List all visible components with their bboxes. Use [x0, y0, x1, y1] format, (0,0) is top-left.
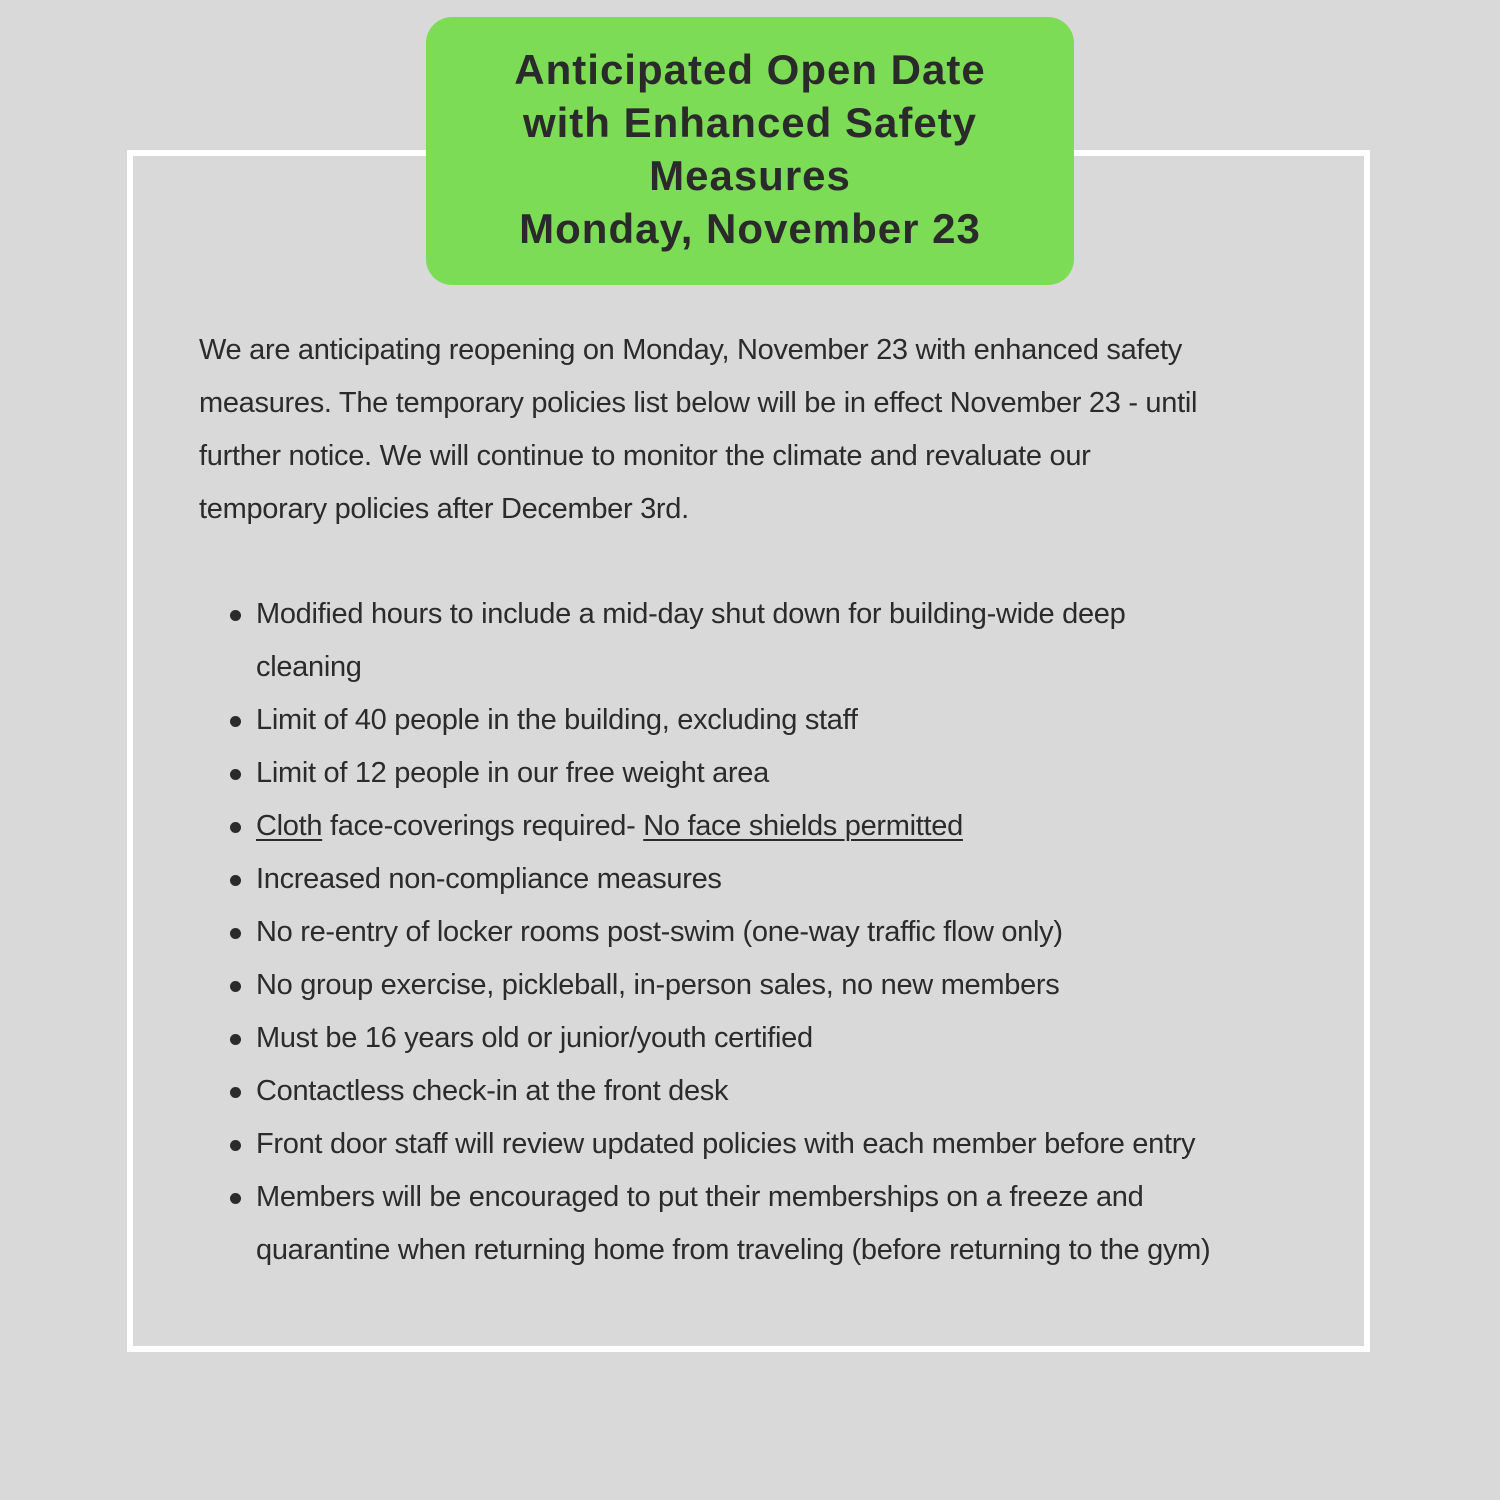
- bullet-icon: [230, 610, 241, 621]
- policy-item: [226, 959, 1346, 1012]
- bullet-icon: [230, 822, 241, 833]
- bullet-icon: [230, 1087, 241, 1098]
- intro-line: We are anticipating reopening on Monday, November 23 with enhanced safety: [199, 334, 1182, 366]
- policy-text: Limit of 12 people in our free weight area: [256, 757, 769, 789]
- policy-text: Front door staff will review updated policies with each member before entry: [256, 1128, 1196, 1160]
- bullet-icon: [230, 1140, 241, 1151]
- bullet-icon: [230, 769, 241, 780]
- policy-item: [226, 906, 1346, 959]
- policy-text: No group exercise, pickleball, in-person sales, no new members: [256, 969, 1060, 1001]
- policy-text: quarantine when returning home from traveling (before returning to the gym): [256, 1234, 1211, 1266]
- bullet-icon: [230, 928, 241, 939]
- policy-text: Contactless check-in at the front desk: [256, 1075, 729, 1107]
- policy-list: [226, 588, 1346, 1277]
- open-date-banner: [426, 17, 1074, 285]
- policy-item: [226, 747, 1346, 800]
- banner-date: Monday, November 23: [519, 205, 981, 252]
- policy-emphasis-cloth: Cloth: [256, 810, 323, 842]
- bullet-icon: [230, 1193, 241, 1204]
- policy-item: [226, 588, 1346, 694]
- policy-emphasis-no-face-shields: No face shields permitted: [643, 810, 963, 842]
- policy-item: [226, 1012, 1346, 1065]
- intro-line: measures. The temporary policies list below will be in effect November 23 - until: [199, 387, 1198, 419]
- bullet-icon: [230, 981, 241, 992]
- banner-line-3: Measures: [649, 152, 851, 199]
- policy-item: [226, 853, 1346, 906]
- policy-item: [226, 1065, 1346, 1118]
- policy-text: Limit of 40 people in the building, excluding staff: [256, 704, 858, 736]
- policy-item: [226, 800, 1346, 853]
- bullet-icon: [230, 875, 241, 886]
- intro-line: further notice. We will continue to monitor the climate and revaluate our: [199, 440, 1091, 472]
- policy-text: No re-entry of locker rooms post-swim (one-way traffic flow only): [256, 916, 1063, 948]
- policy-item: [226, 694, 1346, 747]
- banner-line-1: Anticipated Open Date: [514, 46, 986, 93]
- intro-paragraph: [199, 324, 1309, 536]
- policy-text: Modified hours to include a mid-day shut down for building-wide deep: [256, 598, 1126, 630]
- bullet-icon: [230, 1034, 241, 1045]
- policy-text: Must be 16 years old or junior/youth certified: [256, 1022, 813, 1054]
- policy-text: cleaning: [256, 651, 362, 683]
- bullet-icon: [230, 716, 241, 727]
- banner-line-2: with Enhanced Safety: [522, 99, 978, 146]
- policy-text: Increased non-compliance measures: [256, 863, 722, 895]
- policy-item: [226, 1118, 1346, 1171]
- policy-text: Members will be encouraged to put their memberships on a freeze and: [256, 1181, 1144, 1213]
- intro-line: temporary policies after December 3rd.: [199, 493, 689, 525]
- policy-item: [226, 1171, 1346, 1277]
- policy-text: face-coverings required-: [322, 810, 644, 842]
